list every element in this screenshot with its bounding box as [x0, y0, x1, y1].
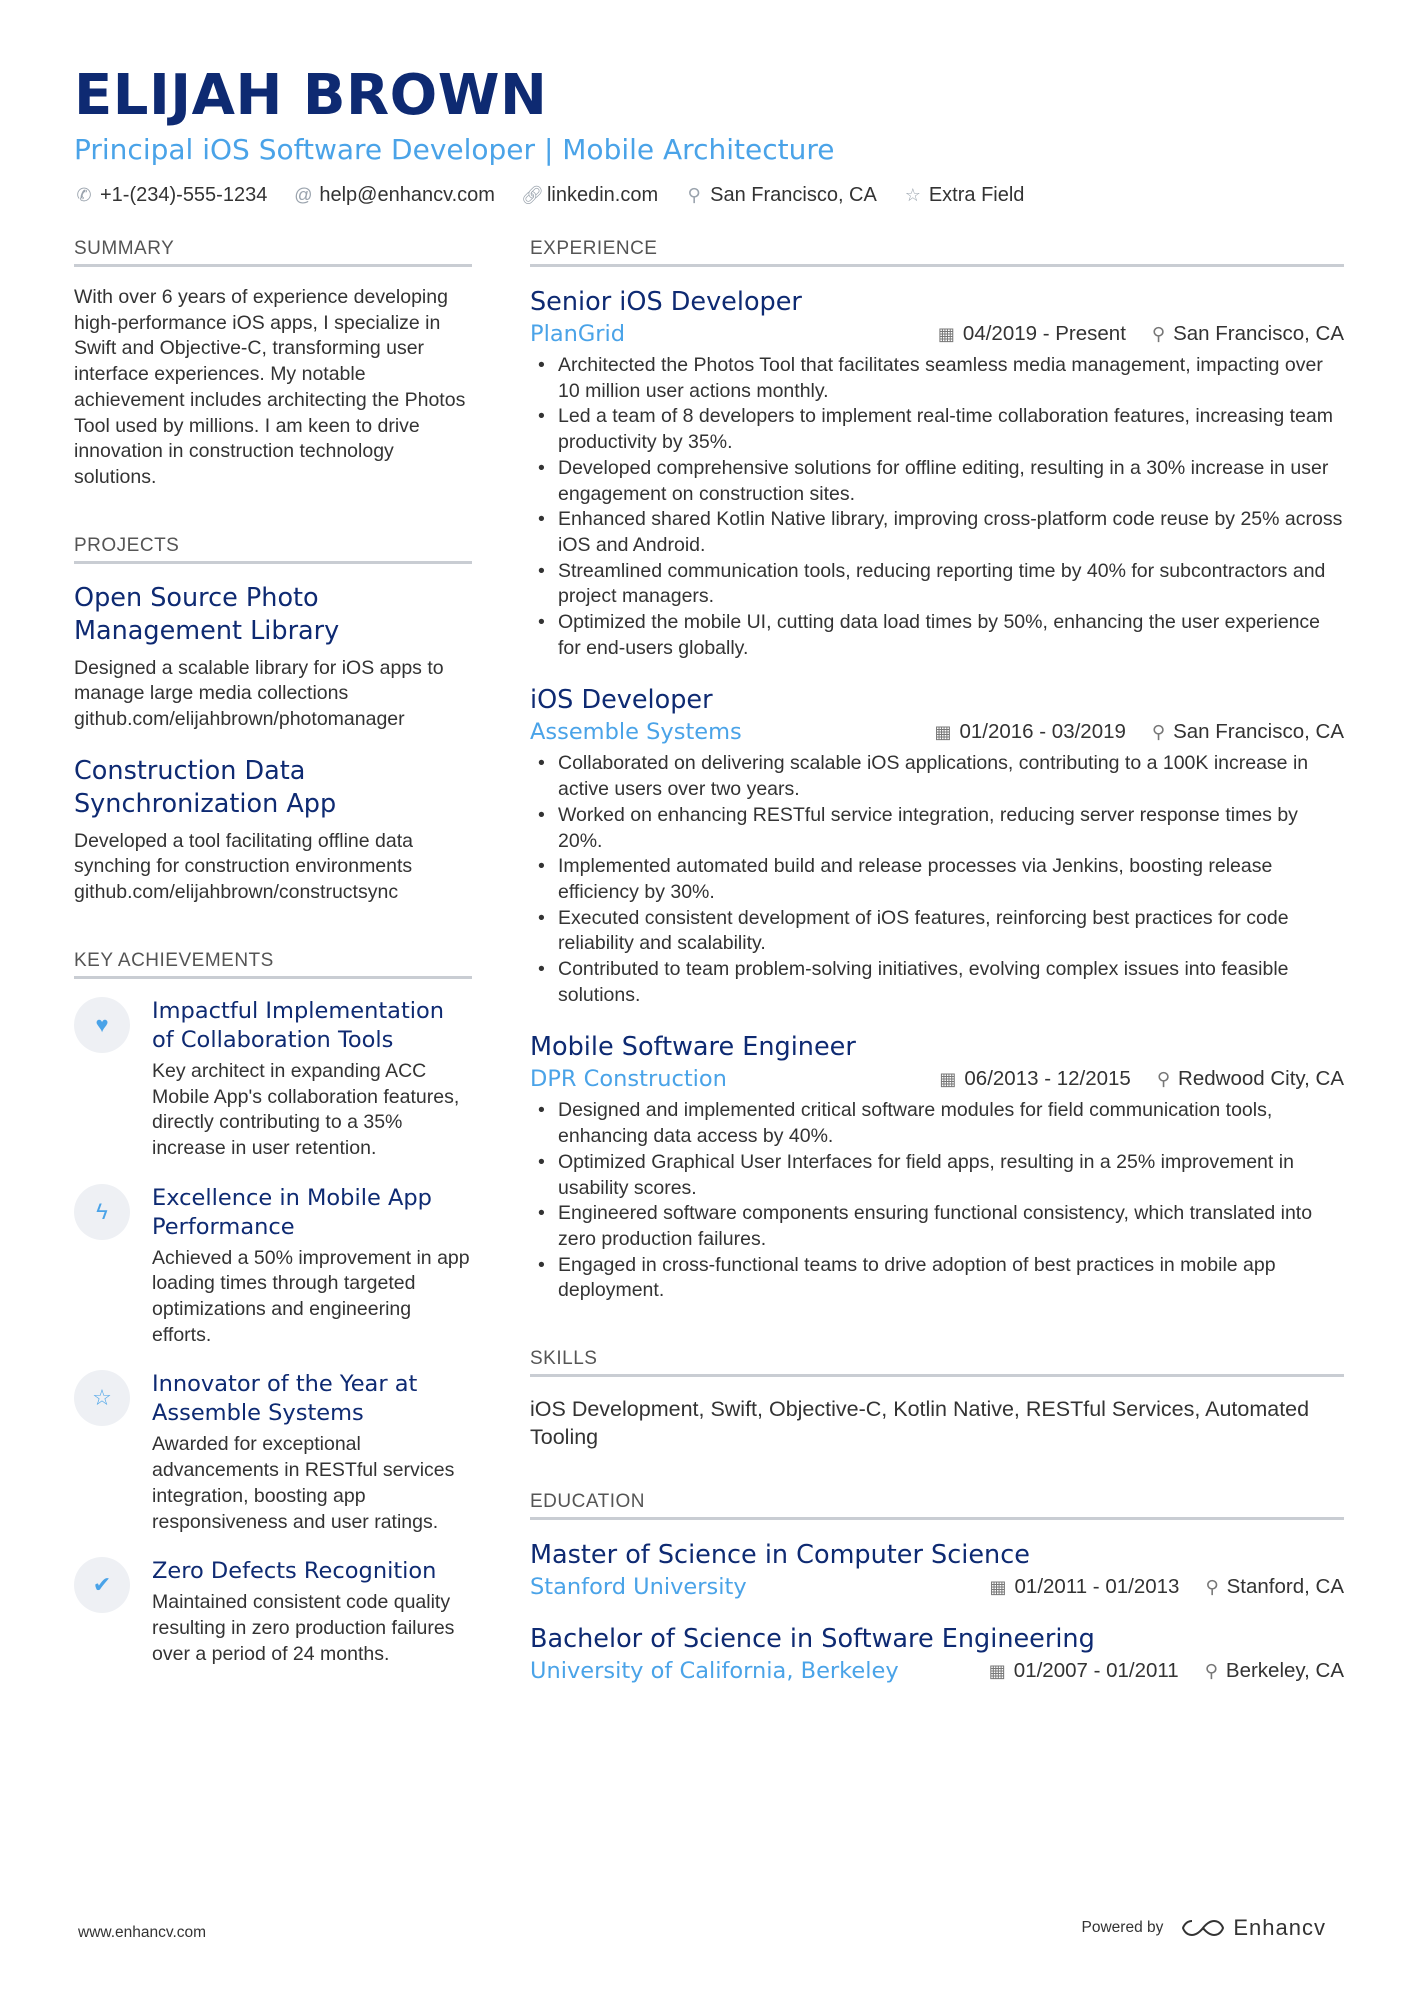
achievement-title: Zero Defects Recognition	[152, 1558, 437, 1585]
job-meta-right	[938, 322, 1344, 346]
education-school: University of California, Berkeley	[530, 1658, 899, 1685]
heart-icon: ♥	[74, 997, 130, 1053]
education-degree: Master of Science in Computer Science	[530, 1540, 1030, 1571]
job-entry	[530, 1030, 1344, 1304]
job-location	[1157, 1067, 1344, 1091]
job-entry	[530, 683, 1344, 1008]
job-bullet: • Streamlined communication tools, reducing reporting time by 40% for subcontractors and project managers.	[558, 559, 1344, 610]
job-title: iOS Developer	[530, 685, 713, 716]
job-location-text: San Francisco, CA	[1173, 322, 1344, 345]
star-icon: ☆	[74, 1370, 130, 1426]
job-bullet: • Collaborated on delivering scalable iOS applications, contributing to a 100K increase in active users over two years.	[558, 751, 1344, 802]
location-icon: ⚲	[1151, 721, 1166, 742]
job-bullet: • Enhanced shared Kotlin Native library, improving cross-platform code reuse by 25% across iOS and Android.	[558, 507, 1344, 558]
contact-email[interactable]	[293, 184, 495, 207]
job-bullets	[530, 353, 1344, 661]
enhancv-logo[interactable]	[1181, 1915, 1326, 1941]
skills-text: iOS Development, Swift, Objective-C, Kotlin Native, RESTful Services, Automated Tooling	[530, 1397, 1310, 1450]
education-meta-right	[990, 1575, 1344, 1599]
location-icon: ⚲	[1205, 1576, 1219, 1597]
candidate-name: ELIJAH BROWN	[74, 63, 548, 128]
powered-by-text: Powered by	[1081, 1919, 1164, 1936]
job-company: Assemble Systems	[530, 719, 742, 746]
at-icon: @	[294, 185, 313, 205]
achievements-heading: KEY ACHIEVEMENTS	[74, 950, 472, 979]
job-meta	[530, 719, 1344, 745]
job-location-text: San Francisco, CA	[1173, 720, 1344, 744]
education-school: Stanford University	[530, 1574, 747, 1601]
calendar-icon: ▦	[988, 1660, 1006, 1681]
skills-heading: SKILLS	[530, 1348, 1344, 1377]
contact-phone-text: +1-(234)-555-1234	[100, 184, 268, 206]
contact-email-text: help@enhancv.com	[319, 184, 495, 206]
star-icon: ☆	[904, 185, 921, 205]
phone-icon: ✆	[76, 185, 92, 205]
left-column	[74, 238, 472, 1689]
job-meta	[530, 1066, 1344, 1092]
location-icon: ⚲	[1151, 323, 1166, 344]
project-item	[74, 755, 472, 906]
job-bullet: • Engineered software components ensuring functional consistency, which translated into zero production failures.	[558, 1201, 1344, 1252]
job-bullet: • Led a team of 8 developers to implement real-time collaboration features, increasing team productivity by 35%.	[558, 404, 1344, 455]
calendar-icon: ▦	[989, 1576, 1007, 1597]
job-bullet: • Optimized the mobile UI, cutting data load times by 50%, enhancing the user experience for end-users globally.	[558, 610, 1344, 661]
contact-linkedin[interactable]	[521, 184, 658, 207]
calendar-icon: ▦	[939, 1068, 957, 1089]
footer-site-link[interactable]: www.enhancv.com	[78, 1924, 207, 1941]
education-location-text: Berkeley, CA	[1225, 1659, 1344, 1683]
job-meta-right	[939, 1067, 1344, 1091]
job-meta	[530, 321, 1344, 347]
education-entry	[530, 1538, 1344, 1600]
job-title: Mobile Software Engineer	[530, 1032, 856, 1063]
education-dates	[990, 1575, 1180, 1599]
job-location	[1152, 720, 1344, 744]
contact-extra-text: Extra Field	[928, 184, 1025, 206]
project-desc: Developed a tool facilitating offline data synching for construction environments github.com/elijahbrown/constructsync	[74, 829, 413, 904]
job-company: PlanGrid	[530, 321, 626, 347]
education-dates-text: 01/2007 - 01/2011	[1013, 1659, 1179, 1683]
job-location-text: Redwood City, CA	[1178, 1067, 1344, 1091]
achievement-item	[74, 1184, 472, 1349]
job-dates	[939, 1067, 1130, 1091]
job-meta-right	[934, 720, 1344, 744]
education-location	[1205, 1659, 1344, 1683]
achievement-desc: Achieved a 50% improvement in app loading times through targeted optimizations and engineering efforts.	[152, 1246, 470, 1346]
right-column	[530, 238, 1344, 1706]
resume-header	[74, 60, 1344, 207]
job-bullets	[530, 751, 1344, 1008]
candidate-role: Principal iOS Software Developer | Mobile Architecture	[74, 133, 835, 166]
job-dates-text: 04/2019 - Present	[962, 322, 1126, 345]
project-title: Construction Data Synchronization App	[74, 755, 337, 819]
achievement-desc: Maintained consistent code quality resulting in zero production failures over a period of 24 months.	[152, 1591, 455, 1665]
job-dates	[938, 322, 1126, 346]
achievement-desc: Awarded for exceptional advancements in RESTful services integration, boosting app responsiveness and user ratings.	[152, 1433, 455, 1533]
project-item	[74, 582, 472, 733]
job-dates	[934, 720, 1125, 744]
job-bullet: • Optimized Graphical User Interfaces for field apps, resulting in a 25% improvement in usability scores.	[558, 1150, 1344, 1201]
education-heading: EDUCATION	[530, 1491, 1344, 1520]
achievement-item	[74, 1370, 472, 1535]
job-bullet: • Worked on enhancing RESTful service integration, reducing server response times by 20%.	[558, 803, 1344, 854]
education-degree: Bachelor of Science in Software Engineering	[530, 1624, 1095, 1655]
achievement-title: Innovator of the Year at Assemble Systems	[152, 1371, 418, 1427]
achievement-desc: Key architect in expanding ACC Mobile App's collaboration features, directly contributing to a 35% increase in user retention.	[152, 1059, 460, 1159]
contact-location-text: San Francisco, CA	[710, 184, 877, 206]
contact-phone[interactable]	[74, 184, 267, 207]
job-bullet: • Designed and implemented critical software modules for field communication tools, enhancing data access by 40%.	[558, 1098, 1344, 1149]
project-desc: Designed a scalable library for iOS apps to manage large media collections github.com/elijahbrown/photomanager	[74, 656, 444, 731]
job-dates-text: 01/2016 - 03/2019	[959, 720, 1126, 744]
job-bullet: • Architected the Photos Tool that facilitates seamless media management, impacting over 10 million user actions monthly.	[558, 353, 1344, 404]
calendar-icon: ▦	[934, 721, 952, 742]
link-icon: 🔗︎	[520, 185, 544, 205]
job-company: DPR Construction	[530, 1066, 727, 1093]
job-bullet: • Implemented automated build and release processes via Jenkins, boosting release efficiency by 30%.	[558, 854, 1344, 905]
location-icon: ⚲	[1156, 1068, 1171, 1089]
achievement-item	[74, 1557, 472, 1667]
education-location	[1205, 1575, 1344, 1599]
education-entry	[530, 1622, 1344, 1684]
job-bullet: • Contributed to team problem-solving initiatives, evolving complex issues into feasible solutions.	[558, 957, 1344, 1008]
contact-linkedin-text: linkedin.com	[546, 184, 659, 206]
job-location	[1152, 322, 1344, 346]
infinity-icon	[1181, 1917, 1225, 1939]
job-bullet: • Developed comprehensive solutions for offline editing, resulting in a 30% increase in user engagement on construction sites.	[558, 456, 1344, 507]
job-title: Senior iOS Developer	[530, 287, 802, 317]
education-dates	[989, 1659, 1179, 1683]
footer-branding	[1082, 1915, 1326, 1941]
projects-heading: PROJECTS	[74, 535, 472, 564]
education-meta	[530, 1574, 1344, 1600]
education-meta	[530, 1658, 1344, 1684]
contact-list	[74, 184, 1344, 207]
calendar-icon: ▦	[937, 323, 955, 344]
location-icon: ⚲	[1204, 1660, 1218, 1681]
achievement-item	[74, 997, 472, 1162]
check-icon: ✔	[74, 1557, 130, 1613]
job-entry	[530, 285, 1344, 661]
achievement-title: Excellence in Mobile App Performance	[152, 1184, 432, 1240]
location-icon: ⚲	[687, 185, 701, 205]
project-title: Open Source Photo Management Library	[74, 582, 340, 646]
job-dates-text: 06/2013 - 12/2015	[964, 1067, 1131, 1091]
bolt-icon: ϟ	[74, 1184, 130, 1240]
summary-heading: SUMMARY	[74, 238, 472, 267]
job-bullet: • Executed consistent development of iOS features, reinforcing best practices for code reliability and scalability.	[558, 906, 1344, 957]
contact-location	[684, 184, 877, 207]
brand-text: Enhancv	[1233, 1915, 1326, 1940]
job-bullet: • Engaged in cross-functional teams to drive adoption of best practices in mobile app deployment.	[558, 1253, 1344, 1304]
education-meta-right	[989, 1659, 1344, 1683]
job-bullets	[530, 1098, 1344, 1304]
summary-text: With over 6 years of experience developing high-performance iOS apps, I specialize in Swift and Objective-C, transforming user interface experiences. My notable achievement includes architecting the Photos Tool used by millions. I am keen to drive innovation in construction technology solutions.	[74, 286, 466, 488]
contact-extra	[903, 184, 1025, 207]
achievement-title: Impactful Implementation of Collaboration Tools	[152, 997, 445, 1053]
education-location-text: Stanford, CA	[1226, 1575, 1344, 1599]
education-dates-text: 01/2011 - 01/2013	[1014, 1575, 1180, 1599]
experience-heading: EXPERIENCE	[530, 238, 1344, 267]
